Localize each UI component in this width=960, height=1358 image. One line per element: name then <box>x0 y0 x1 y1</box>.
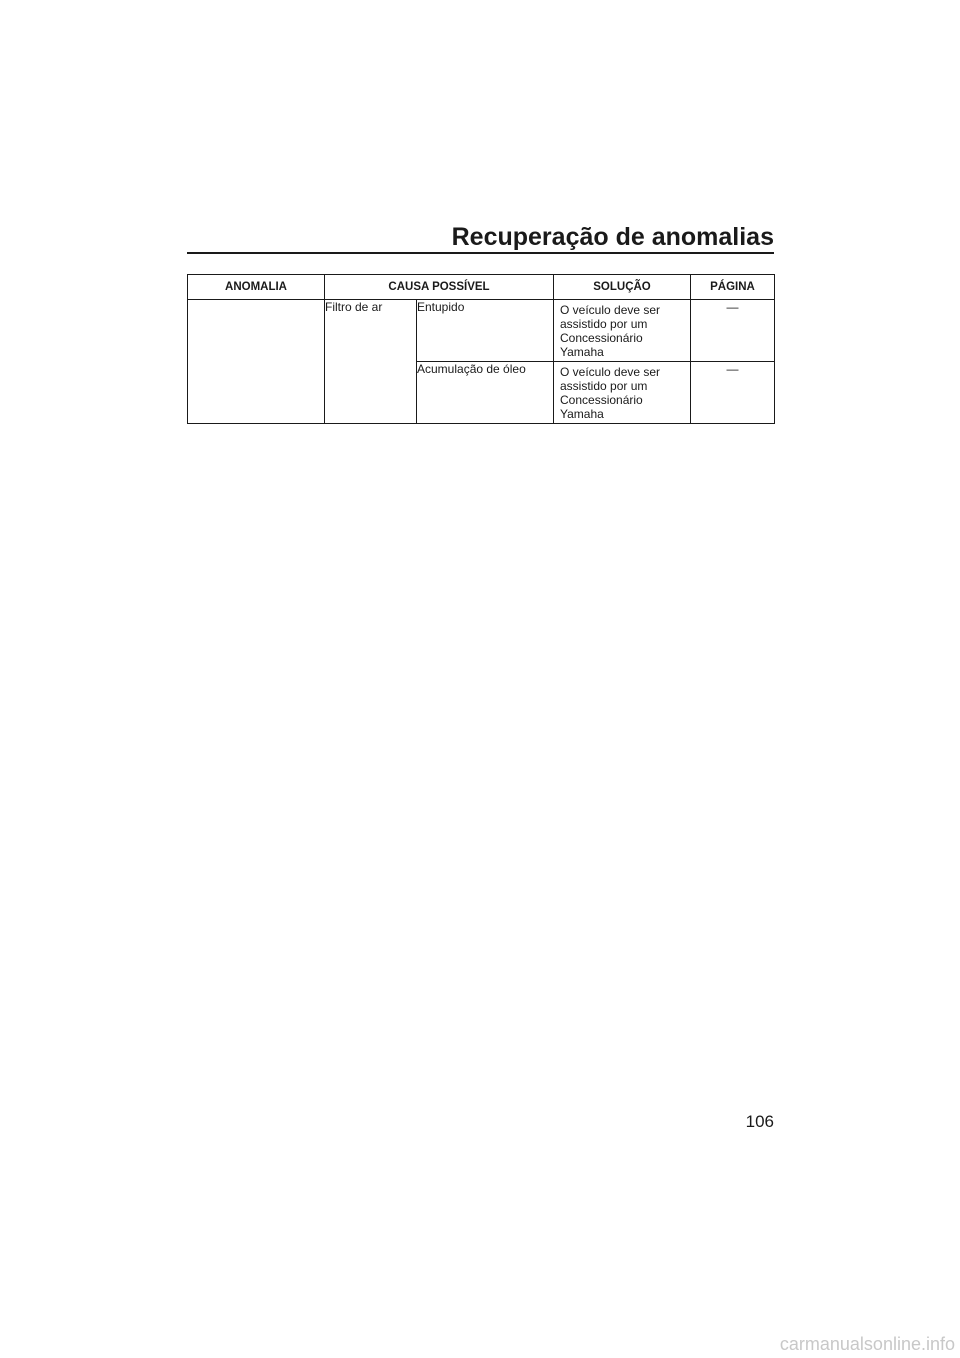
watermark: carmanualsonline.info <box>779 1334 955 1354</box>
solution-line: Concessionário <box>560 331 643 345</box>
column-header-solution: SOLUÇÃO <box>554 275 691 300</box>
column-header-page: PÁGINA <box>691 275 775 300</box>
solution-line: O veículo deve ser <box>560 365 661 379</box>
page-title: Recuperação de anomalias <box>451 223 774 251</box>
column-header-anomaly: ANOMALIA <box>188 275 325 300</box>
title-rule <box>187 252 774 254</box>
anomaly-cell <box>188 300 325 424</box>
table-header-row <box>188 275 775 300</box>
column-header-possible-cause: CAUSA POSSÍVEL <box>325 275 554 300</box>
page-ref-cell: — <box>691 362 775 424</box>
solution-line: O veículo deve ser <box>560 303 661 317</box>
cause-group-cell: Filtro de ar <box>325 300 417 424</box>
cause-detail-cell: Entupido <box>417 300 554 362</box>
cause-detail-cell: Acumulação de óleo <box>417 362 554 424</box>
solution-line: Yamaha <box>560 407 604 421</box>
solution-cell <box>554 300 691 362</box>
solution-line: Concessionário <box>560 393 643 407</box>
troubleshooting-table <box>187 274 775 424</box>
solution-line: Yamaha <box>560 345 604 359</box>
solution-line: assistido por um <box>560 317 648 331</box>
solution-cell <box>554 362 691 424</box>
page-ref-cell: — <box>691 300 775 362</box>
solution-line: assistido por um <box>560 379 648 393</box>
page-number: 106 <box>745 1112 774 1131</box>
table-row <box>188 300 775 362</box>
